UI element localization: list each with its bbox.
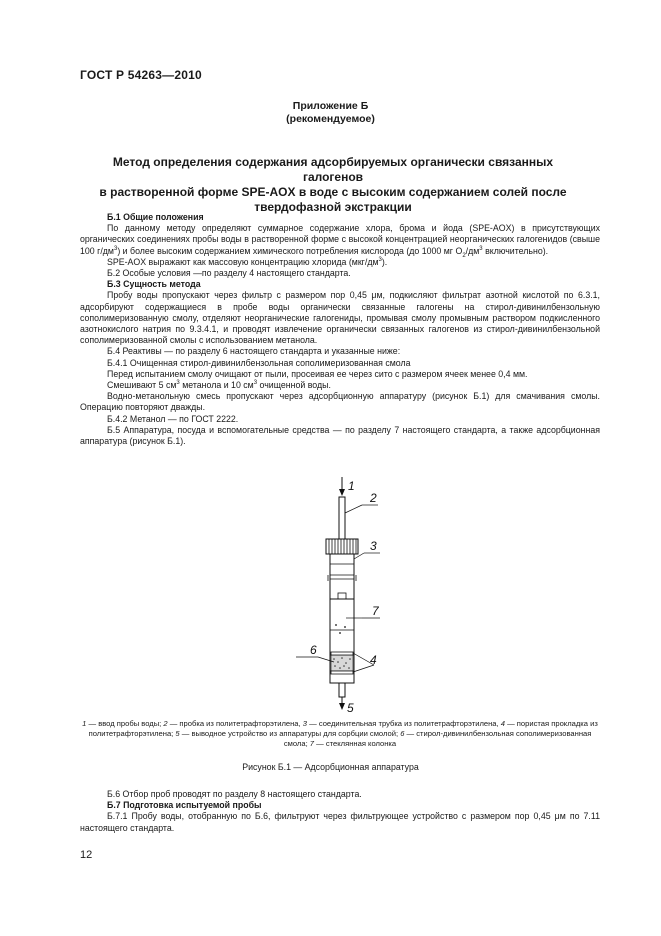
body-text-after-figure [80, 789, 600, 834]
outlet-arrow-head [339, 703, 345, 710]
figure-label-3: 3 [370, 539, 377, 553]
figure-label-2: 2 [370, 491, 377, 505]
body-text [80, 212, 600, 447]
title-line-1: Метод определения содержания адсорбируемых органически связанных галогенов [112, 155, 554, 184]
section-b5: Б.5 Аппаратура, посуда и вспомогательные средства — по разделу 7 настоящего стандарта, а также адсорбционная аппаратура (рисунок Б.1). [80, 424, 600, 447]
porous-pad-bottom [331, 671, 353, 674]
section-b3-heading: Б.3 Сущность метода [107, 279, 201, 290]
section-b42: Б.4.2 Метанол — по ГОСТ 2222. [107, 413, 239, 424]
porous-pad-top [331, 652, 353, 655]
figure-label-5: 5 [347, 701, 354, 715]
title-line-2: в растворенной форме SPE-AOX в воде с высоким содержанием солей после [99, 185, 567, 199]
section-b41-wetting: Водно-метанольную смесь пропускают через адсорбционную аппаратуру (рисунок Б.1) для смачивания смолы. Операцию повторяют дважды. [80, 391, 600, 413]
page-number: 12 [80, 849, 93, 861]
annex-status: (рекомендуемое) [286, 113, 375, 125]
outlet-tube [339, 683, 345, 697]
figure-title: Рисунок Б.1 — Адсорбционная аппаратура [242, 762, 419, 772]
figure-label-6: 6 [310, 643, 317, 657]
figure-label-1: 1 [348, 479, 355, 493]
section-b6: Б.6 Отбор проб проводят по разделу 8 настоящего стандарта. [107, 789, 362, 799]
inlet-tube [339, 497, 345, 539]
figure-caption: 1 — ввод пробы воды; 2 — пробка из политетрафторэтилена, 3 — соединительная трубка из политетрафторэтилена, 4 — пористая прокладка из политетрафторэтилена; 5 — выводное устройство из аппаратуры для сорбции смолой; 6 — стирол-дивинилбензольная сополимеризованная смола; 7 — стеклянная колонка [82, 719, 598, 748]
annex-label: Приложение Б [292, 100, 369, 112]
document-header: ГОСТ Р 54263—2010 [80, 68, 202, 82]
adsorption-apparatus-figure [290, 475, 400, 715]
figure-label-7: 7 [372, 604, 379, 618]
section-b7-heading: Б.7 Подготовка испытуемой пробы [107, 800, 262, 811]
section-b1-paragraph: По данному методу определяют суммарное содержание хлора, брома и йода (SPE-AOX) в присутствующих органических соединениях пробы воды в растворенной форме с высокой концентрацией неорганических галогенидов (свыше 100 $г/дм^3$) и более высоким содержанием химического потребления кислорода (до 1000 мг $O_2/дм^3$ включительно). [80, 223, 600, 259]
section-b41-mix: Смешивают 5 $см^3$ метанола и 10 $см^3$ очищенной воды. [107, 380, 331, 391]
inlet-arrow-head [339, 489, 345, 496]
section-b2: Б.2 Особые условия —по разделу 4 настоящего стандарта. [107, 268, 351, 279]
section-b1-units: SPE-AOX выражают как массовую концентрацию хлорида $(мкг/дм^3)$. [107, 256, 388, 267]
section-b1-heading: Б.1 Общие положения [107, 212, 204, 222]
connecting-tube [330, 554, 354, 599]
section-b71: Б.7.1 Пробу воды, отобранную по Б.6, фильтруют через фильтрующее устройство с размером пор 0,45 μм по 7.11 настоящего стандарта. [80, 811, 600, 833]
section-b41-sieve: Перед испытанием смолу очищают от пыли, просеивая ее через сито с размером ячеек менее 0,4 мм. [107, 368, 528, 379]
figure-label-4: 4 [370, 653, 377, 667]
title-line-3: твердофазной экстракции [254, 200, 412, 214]
section-b4: Б.4 Реактивы — по разделу 6 настоящего стандарта и указанные ниже: [107, 346, 401, 357]
section-b41: Б.4.1 Очищенная стирол-дивинилбензольная сополимеризованная смола [107, 357, 411, 368]
section-b3-paragraph: Пробу воды пропускают через фильтр с размером пор 0,45 μм, подкисляют фильтрат азотной кислотой по 6.3.1, адсорбируют содержащиеся в пробе воды органически связанные галогены на стирол-дивинилбензольную сополимеризованную смолу, отделяют неорганические галогениды, промывая смолу промывным раствором подкисленного азотнокислого натрия по 9.3.4.1, и проводят извлечение органически связанных галогенов из стирол-дивинилбензольной сополимеризованной смолы с использованием метанола. [80, 290, 600, 346]
annex-title [95, 155, 571, 215]
